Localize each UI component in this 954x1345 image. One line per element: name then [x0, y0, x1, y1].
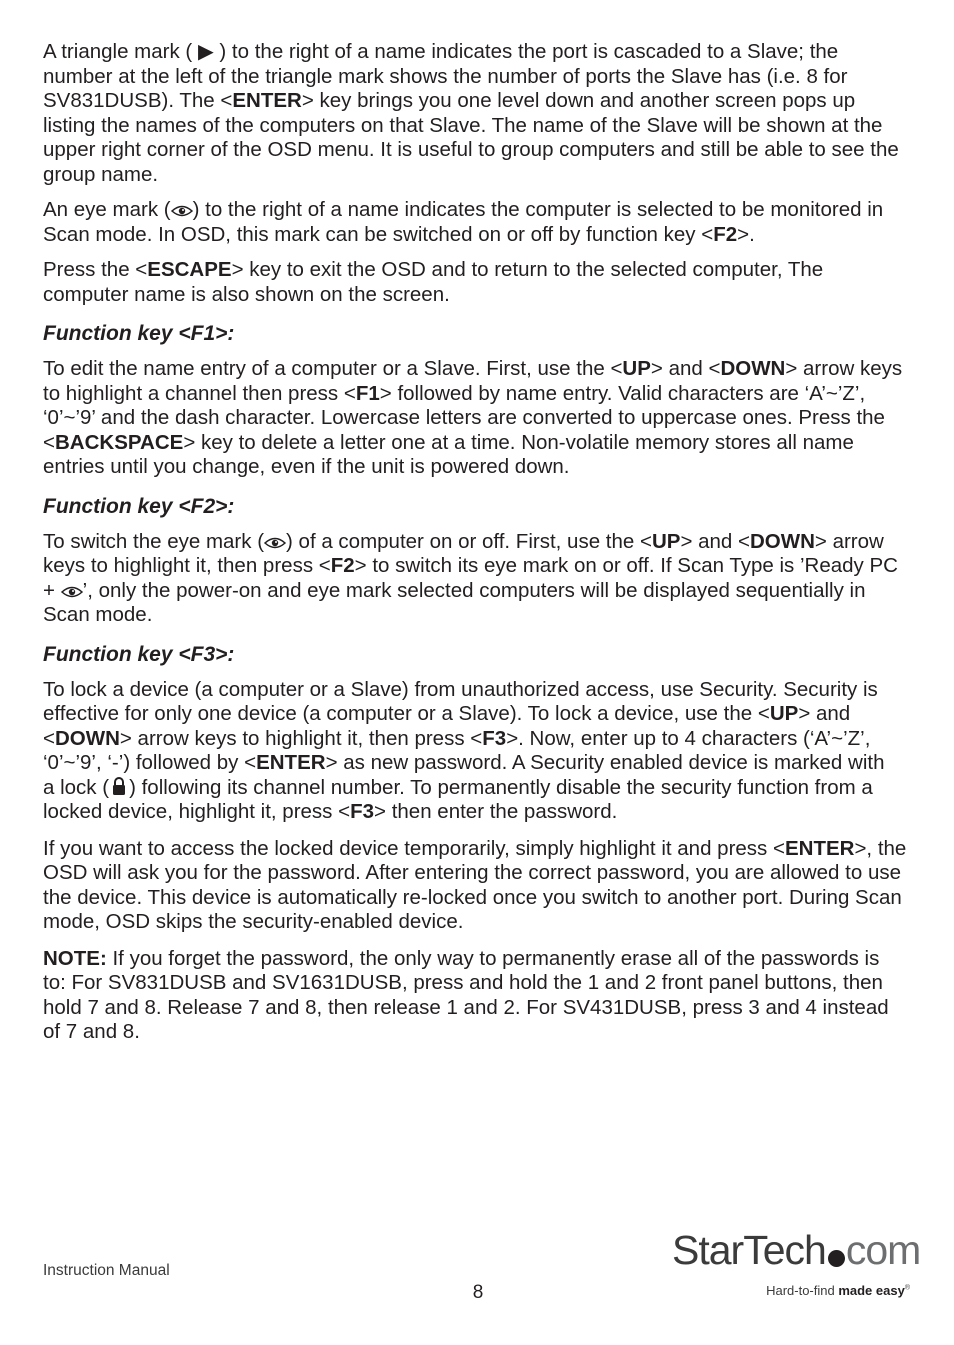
paragraph-escape: [43, 258, 911, 307]
paragraph-locked-device: [43, 837, 911, 935]
registered-mark: ®: [904, 1284, 910, 1292]
text: ’, only the power-on and eye mark selected computers will be displayed sequentially in Scan mode.: [43, 578, 866, 626]
text: > and <: [43, 702, 851, 750]
note-label: NOTE:: [43, 946, 107, 970]
key-f3: F3: [350, 800, 375, 823]
paragraph-f1: [43, 357, 911, 480]
eye-icon: [171, 204, 193, 218]
text: > to switch its eye mark on or off. If Scan Type is ’Ready PC +: [43, 554, 898, 602]
logo-wordmark: [672, 1227, 921, 1273]
heading-function-key-f3: Function key <F3>:: [43, 642, 235, 666]
key-enter: ENTER: [784, 836, 855, 860]
text: > arrow keys to highlight it, then press <: [43, 529, 884, 577]
text: To lock a device (a computer or a Slave) from unauthorized access, use Security. Security is effective for only one device (a computer or a Slave). To lock a device, use the <: [43, 677, 878, 725]
paragraph-note: [43, 947, 895, 1045]
logo-com: com: [845, 1227, 921, 1273]
text: > and <: [650, 357, 721, 380]
paragraph-eye-mark: [43, 198, 911, 247]
text: Press the <: [43, 258, 148, 281]
text: If you want to access the locked device temporarily, simply highlight it and press <: [43, 836, 785, 860]
text: > arrow keys to highlight it, then press <: [119, 726, 483, 750]
key-up: UP: [769, 702, 799, 725]
text: >, the OSD will ask you for the password. After entering the correct password, you are allowed to use the device. This device is automatically re-locked once you switch to another port. During Scan mode, OSD skips the security-enabled device.: [43, 836, 907, 933]
key-f1: F1: [355, 381, 380, 405]
page-content: [43, 40, 911, 1045]
tagline-bold: made easy: [838, 1283, 905, 1298]
key-f2: F2: [713, 222, 738, 246]
key-escape: ESCAPE: [147, 258, 232, 281]
text: > then enter the password.: [374, 800, 618, 823]
key-enter: ENTER: [256, 751, 326, 774]
text: > and <: [680, 529, 750, 553]
lock-icon: [109, 776, 129, 796]
logo-star-tech: StarTech: [672, 1227, 826, 1273]
paragraph-triangle-mark: [43, 40, 911, 187]
startech-logo: [672, 1227, 921, 1306]
text: If you forget the password, the only way to permanently erase all of the passwords is to: For SV831DUSB and SV1631DUSB, press and hold the 1 and 2 front panel buttons, then hold 7 and 8. Release 7 and 8, then release 1 and 2. For SV431DUSB, press 3 and 4 instead of 7 and 8.: [43, 946, 889, 1043]
text: A triangle mark (: [43, 40, 198, 63]
text: > followed by name entry. Valid characters are ‘A’~’Z’, ‘0’~’9’ and the dash character. Lowercase letters are converted to uppercase ones. Press the <: [43, 381, 885, 454]
text: ) to the right of a name indicates the port is cascaded to a Slave; the number at the left of the triangle mark shows the number of ports the Slave has (i.e. 8 for SV831DUSB). The <: [43, 40, 848, 112]
key-enter: ENTER: [232, 89, 302, 112]
page-number: 8: [472, 1282, 484, 1303]
logo-tagline: [766, 1283, 910, 1298]
key-up: UP: [651, 529, 681, 553]
text: > key to delete a letter one at a time. Non-volatile memory stores all name entries until you change, even if the unit is powered down.: [43, 430, 854, 478]
key-up: UP: [622, 357, 651, 380]
text: > arrow keys to highlight a channel then press <: [43, 357, 903, 405]
text: > as new password. A Security enabled device is marked with a lock (: [43, 751, 885, 799]
text: > key brings you one level down and another screen pops up listing the names of the computers on that Slave. The name of the Slave will be shown at the upper right corner of the OSD menu. It is useful to group computers and still be able to see the group name.: [43, 89, 899, 186]
text: To edit the name entry of a computer or a Slave. First, use the <: [43, 357, 623, 380]
text: ) following its channel number. To permanently disable the security function from a locked device, highlight it, press <: [43, 775, 873, 823]
paragraph-f2: [43, 530, 911, 628]
key-f2: F2: [330, 554, 355, 577]
triangle-right-icon: ▶: [197, 40, 214, 63]
text: ) to the right of a name indicates the computer is selected to be monitored in Scan mode. In OSD, this mark can be switched on or off by function key <: [43, 198, 884, 246]
logo-dot: [828, 1250, 845, 1267]
text: >. Now, enter up to 4 characters (‘A’~’Z’, ‘0’~’9’, ‘-’) followed by <: [43, 726, 871, 774]
footer-manual-label: Instruction Manual: [43, 1262, 170, 1279]
eye-icon: [61, 585, 83, 599]
text: To switch the eye mark (: [43, 529, 265, 553]
tagline-regular: Hard-to-find: [766, 1283, 839, 1298]
heading-function-key-f1: Function key <F1>:: [43, 322, 235, 345]
eye-icon: [264, 536, 286, 550]
key-backspace: BACKSPACE: [54, 430, 184, 454]
key-f3: F3: [482, 726, 507, 750]
text: An eye mark (: [43, 198, 171, 221]
key-down: DOWN: [750, 529, 815, 553]
text: ) of a computer on or off. First, use the <: [286, 529, 652, 553]
paragraph-f3: [43, 678, 895, 825]
text: > key to exit the OSD and to return to the selected computer, The computer name is also shown on the screen.: [43, 258, 824, 306]
heading-function-key-f2: Function key <F2>:: [43, 494, 235, 518]
key-down: DOWN: [54, 726, 120, 750]
text: >.: [737, 222, 755, 246]
key-down: DOWN: [720, 357, 786, 380]
